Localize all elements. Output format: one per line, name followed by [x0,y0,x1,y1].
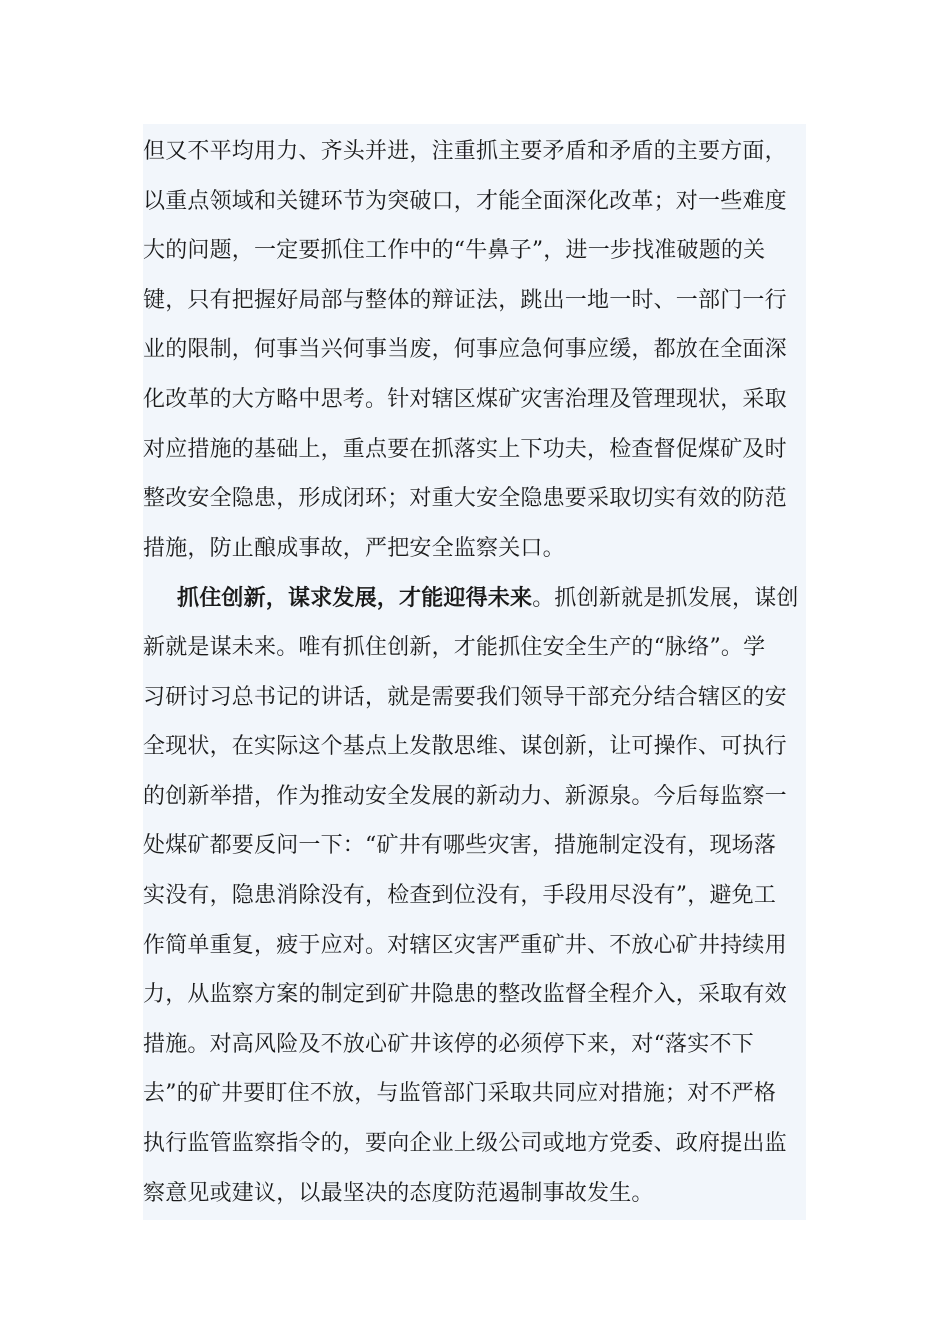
text-line: 察意见或建议，以最坚决的态度防范遏制事故发生。 [143,1181,654,1206]
text-line: 实没有，隐患消除没有，检查到位没有，手段用尽没有”，避免工 [143,883,777,908]
text-line: 习研讨习总书记的讲话，就是需要我们领导干部充分结合辖区的安 [143,685,787,710]
text-line: 作简单重复，疲于应对。对辖区灾害严重矿井、不放心矿井持续用 [143,933,787,958]
text-line: 化改革的大方略中思考。针对辖区煤矿灾害治理及管理现状，采取 [143,387,787,412]
text-line: 处煤矿都要反问一下：“矿井有哪些灾害，措施制定没有，现场落 [143,833,777,858]
document-text-block [143,124,806,1220]
text-line: 措施，防止酿成事故，严把安全监察关口。 [143,536,565,561]
text-line: 键，只有把握好局部与整体的辩证法，跳出一地一时、一部门一行 [143,288,787,313]
text-line: 的创新举措，作为推动安全发展的新动力、新源泉。今后每监察一 [143,784,787,809]
text-line: 对应措施的基础上，重点要在抓落实上下功夫，检查督促煤矿及时 [143,437,787,462]
text-line: 全现状，在实际这个基点上发散思维、谋创新，让可操作、可执行 [143,734,787,759]
text-line: 整改安全隐患，形成闭环；对重大安全隐患要采取切实有效的防范 [143,486,787,511]
paragraph-heading: 抓住创新，谋求发展，才能迎得未来 [177,585,533,611]
text-line: 大的问题，一定要抓住工作中的“牛鼻子”，进一步找准破题的关 [143,238,766,263]
text-line: 力，从监察方案的制定到矿井隐患的整改监督全程介入，采取有效 [143,982,787,1007]
text-line: 业的限制，何事当兴何事当废，何事应急何事应缓，都放在全面深 [143,337,787,362]
text-line: 新就是谋未来。唯有抓住创新，才能抓住安全生产的“脉络”。学 [143,635,766,660]
text-line: 但又不平均用力、齐头并进，注重抓主要矛盾和矛盾的主要方面， [143,139,787,164]
text-line: 执行监管监察指令的，要向企业上级公司或地方党委、政府提出监 [143,1131,787,1156]
text-line [177,586,799,611]
text-line: 以重点领域和关键环节为突破口，才能全面深化改革；对一些难度 [143,189,787,214]
text-line: 去”的矿井要盯住不放，与监管部门采取共同应对措施；对不严格 [143,1081,777,1106]
text-line: 措施。对高风险及不放心矿井该停的必须停下来，对“落实不下 [143,1032,754,1057]
heading-line-rest: 。抓创新就是抓发展，谋创 [532,586,799,611]
